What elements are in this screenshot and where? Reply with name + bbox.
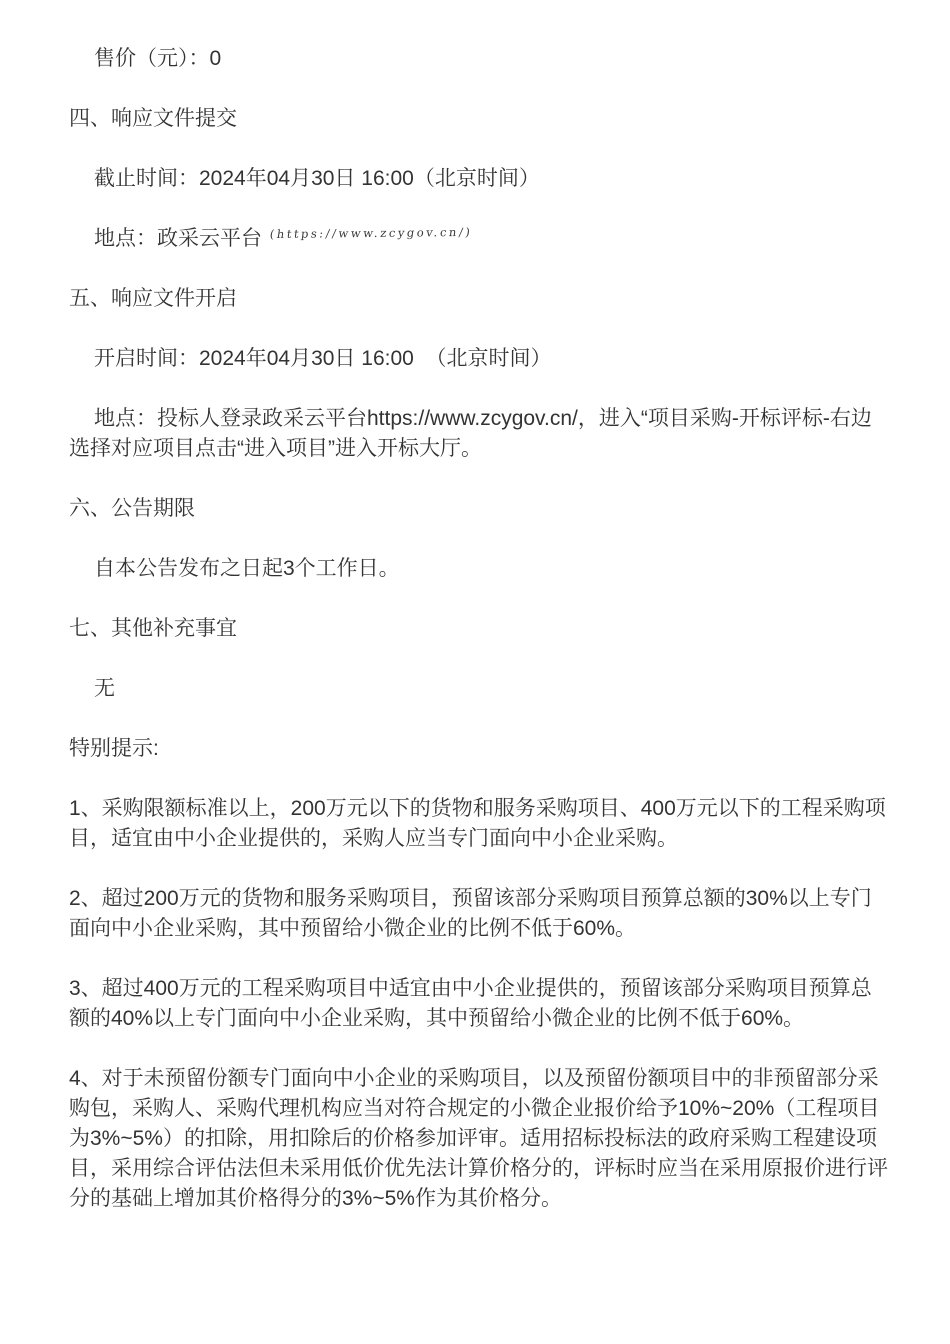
platform-url-superscript: (https://www.zcygov.cn/)	[269, 224, 474, 242]
submission-deadline-line: 截止时间：2024年04月30日 16:00（北京时间）	[94, 167, 540, 190]
section-4-heading: 四、响应文件提交	[69, 107, 237, 130]
opening-time-line: 开启时间：2024年04月30日 16:00 （北京时间）	[94, 347, 552, 370]
price-line: 售价（元）：0	[94, 47, 222, 70]
special-notice-label: 特别提示:	[69, 737, 159, 760]
section-7-heading: 七、其他补充事宜	[69, 617, 237, 640]
opening-location-line: 地点：投标人登录政采云平台https://www.zcygov.cn/，进入“项目采购-开标评标-右边选择对应项目点击“进入项目”进入开标大厅。	[69, 407, 872, 460]
section-6-heading: 六、公告期限	[69, 497, 195, 520]
other-matters-line: 无	[94, 677, 115, 700]
section-5-heading: 五、响应文件开启	[69, 287, 237, 310]
notice-item-1: 1、采购限额标准以上，200万元以下的货物和服务采购项目、400万元以下的工程采购项目，适宜由中小企业提供的，采购人应当专门面向中小企业采购。	[69, 797, 886, 850]
submission-location-line	[69, 224, 888, 254]
notice-item-3: 3、超过400万元的工程采购项目中适宜由中小企业提供的，预留该部分采购项目预算总额的40%以上专门面向中小企业采购，其中预留给小微企业的比例不低于60%。	[69, 977, 872, 1030]
submission-location-text: 地点：政采云平台	[94, 227, 262, 250]
notice-item-2: 2、超过200万元的货物和服务采购项目，预留该部分采购项目预算总额的30%以上专门面向中小企业采购，其中预留给小微企业的比例不低于60%。	[69, 887, 872, 940]
announcement-period-line: 自本公告发布之日起3个工作日。	[94, 557, 400, 580]
notice-item-4: 4、对于未预留份额专门面向中小企业的采购项目，以及预留份额项目中的非预留部分采购包，采购人、采购代理机构应当对符合规定的小微企业报价给予10%~20%（工程项目为3%~5%）的扣除，用扣除后的价格参加评审。适用招标投标法的政府采购工程建设项目，采用综合评估法但未采用低价优先法计算价格分的，评标时应当在采用原报价进行评分的基础上增加其价格得分的3%~5%作为其价格分。	[69, 1067, 888, 1210]
